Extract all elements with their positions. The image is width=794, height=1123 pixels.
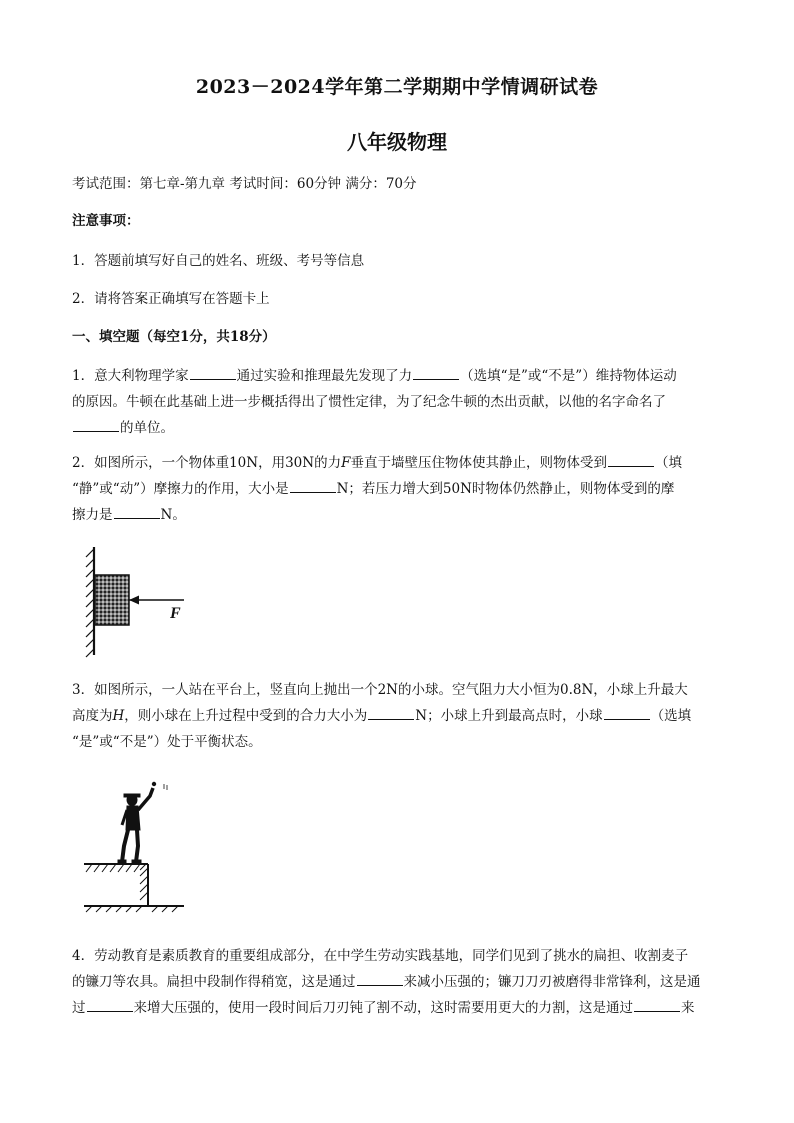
q3-text: ，则小球在上升过程中受到的合力大小为 xyxy=(124,708,368,724)
answer-blank[interactable] xyxy=(73,416,119,432)
q2-text: N；若压力增大到50N时物体仍然静止，则物体受到的摩 xyxy=(336,481,675,497)
block xyxy=(95,575,129,625)
answer-blank[interactable] xyxy=(604,704,650,720)
q1-text: 的原因。牛顿在此基础上进一步概括得出了惯性定律，为了纪念牛顿的杰出贡献，以他的名字命名了 xyxy=(72,394,666,410)
q3-text: 高度为 xyxy=(72,708,113,724)
exam-info: 考试范围：第七章-第九章 考试时间：60分钟 满分：70分 xyxy=(72,176,417,192)
answer-blank[interactable] xyxy=(634,996,680,1012)
q2-text: N。 xyxy=(160,507,186,523)
q1-text: 的单位。 xyxy=(120,420,174,436)
q4-text: 来 xyxy=(681,1000,695,1016)
wall-hatch xyxy=(86,549,94,657)
person-figure xyxy=(118,788,153,863)
q4-text: 4．劳动教育是素质教育的重要组成部分，在中学生劳动实践基地，同学们见到了挑水的扁担、收割麦子 xyxy=(72,948,689,964)
q1-text: 通过实验和推理最先发现了力 xyxy=(236,368,413,384)
page-subtitle: 八年级物理 xyxy=(347,130,447,154)
note-item-2: 2．请将答案正确填写在答题卡上 xyxy=(72,291,270,307)
page-title: 2023－2024学年第二学期期中学情调研试卷 xyxy=(195,76,599,98)
q2-figure xyxy=(80,543,200,658)
q2-text: 擦力是 xyxy=(72,507,113,523)
answer-blank[interactable] xyxy=(413,364,459,380)
q2-text: 2．如图所示，一个物体重10N，用30N的力 xyxy=(72,455,342,471)
question-1 xyxy=(72,363,722,441)
force-label: F xyxy=(170,605,181,622)
q4-text: 来增大压强的，使用一段时间后刀刃钝了割不动，这时需要用更大的力割，这是通过 xyxy=(133,1000,633,1016)
q2-text: 垂直于墙壁压住物体使其静止，则物体受到 xyxy=(350,455,607,471)
section-heading: 一、填空题（每空1分，共18分） xyxy=(72,329,276,345)
q3-text: 3．如图所示，一人站在平台上，竖直向上抛出一个2N的小球。空气阻力大小恒为0.8N，小球上升最大 xyxy=(72,682,688,698)
answer-blank[interactable] xyxy=(87,996,133,1012)
ball xyxy=(152,782,156,786)
q3-height-symbol: H xyxy=(112,708,125,724)
q3-text: （选填 xyxy=(650,708,692,724)
q4-text: 过 xyxy=(72,1000,86,1016)
answer-blank[interactable] xyxy=(190,364,236,380)
q1-text: 1．意大利物理学家 xyxy=(72,368,189,384)
answer-blank[interactable] xyxy=(357,970,403,986)
answer-blank[interactable] xyxy=(608,451,654,467)
q4-text: 来减小压强的；镰刀刀刃被磨得非常锋利，这是通 xyxy=(403,974,701,990)
answer-blank[interactable] xyxy=(368,704,414,720)
q4-text: 的镰刀等农具。扁担中段制作得稍宽，这是通过 xyxy=(72,974,356,990)
question-2 xyxy=(72,450,722,528)
q2-force-symbol: F xyxy=(341,455,351,471)
q3-text: N；小球上升到最高点时，小球 xyxy=(415,708,603,724)
answer-blank[interactable] xyxy=(114,503,160,519)
notes-heading: 注意事项： xyxy=(72,213,140,229)
q2-text: “静”或“动”）摩擦力的作用，大小是 xyxy=(72,481,289,497)
q3-figure xyxy=(80,780,190,915)
q3-text: “是”或“不是”）处于平衡状态。 xyxy=(72,734,262,750)
q1-text: （选填“是”或“不是”）维持物体运动 xyxy=(460,368,677,384)
question-4 xyxy=(72,943,722,1021)
question-3 xyxy=(72,677,722,755)
motion-lines-icon xyxy=(164,784,167,790)
q2-text: （填 xyxy=(654,455,682,471)
answer-blank[interactable] xyxy=(290,477,336,493)
note-item-1: 1．答题前填写好自己的姓名、班级、考号等信息 xyxy=(72,253,365,269)
